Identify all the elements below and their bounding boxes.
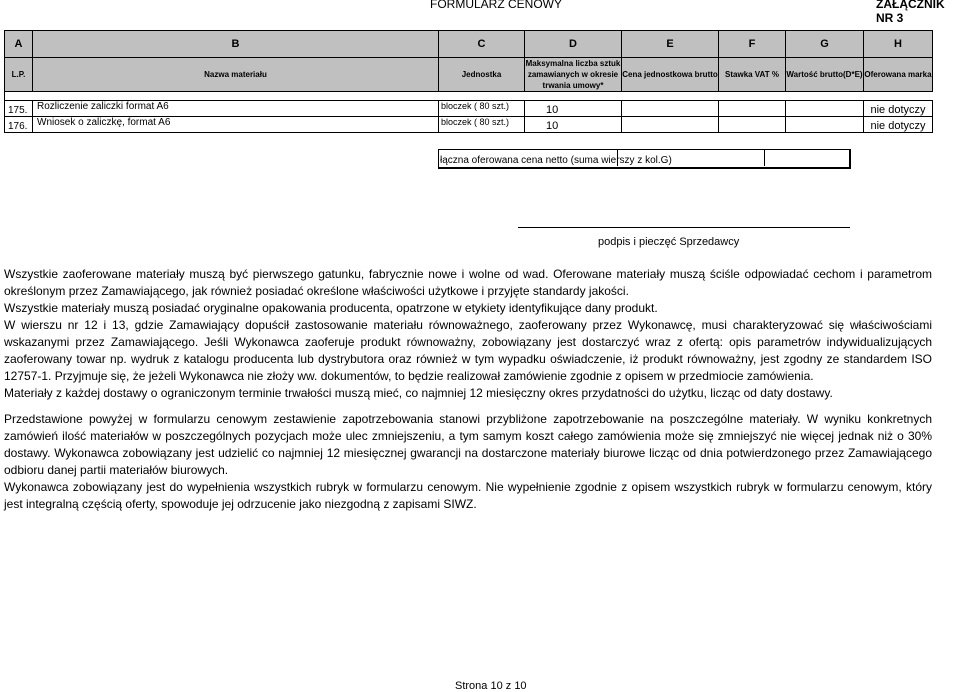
- unit-price-cell[interactable]: [622, 101, 719, 117]
- total-label: łączna oferowana cena netto (suma wierszy z kol.G): [440, 155, 672, 166]
- letter-g: G: [786, 31, 864, 58]
- header-max-quantity: Maksymalna liczba sztuk zamawianych w okresie trwania umowy*: [525, 59, 621, 90]
- header-brand: Oferowana marka: [864, 58, 933, 92]
- form-title: FORMULARZ CENOWY: [430, 0, 562, 11]
- signature-label: podpis i pieczęć Sprzedawcy: [598, 236, 740, 248]
- material-name: Wniosek o zaliczkę, format A6: [33, 117, 439, 133]
- header-unit: Jednostka: [439, 58, 525, 92]
- letter-d: D: [525, 31, 622, 58]
- vat-cell[interactable]: [719, 117, 786, 133]
- gross-value-cell[interactable]: [786, 117, 864, 133]
- header-lp: L.P.: [5, 58, 33, 92]
- note-paragraph: Wykonawca zobowiązany jest do wypełnienia wszystkich rubryk w formularzu cenowym. Nie wypełnienie zgodnie z opisem wszystkich rubryk w formularzu cenowym, który jest integralną częścią oferty, spowoduje jej odrzucenie jako niezgodną z zapisami SIWZ.: [4, 480, 932, 511]
- quantity-cell: 10: [525, 101, 622, 117]
- unit-cell: bloczek ( 80 szt.): [439, 101, 525, 117]
- letter-c: C: [439, 31, 525, 58]
- price-table: [4, 30, 933, 133]
- header-gross-value: Wartość brutto(D*E): [786, 58, 864, 92]
- letter-e: E: [622, 31, 719, 58]
- letter-f: F: [719, 31, 786, 58]
- brand-cell: nie dotyczy: [864, 101, 933, 117]
- column-headers-row: [5, 58, 933, 92]
- column-letters-row: [5, 31, 933, 58]
- quantity-cell: 10: [525, 117, 622, 133]
- unit-price-cell[interactable]: [622, 117, 719, 133]
- letter-h: H: [864, 31, 933, 58]
- header-vat-rate: Stawka VAT %: [719, 58, 786, 92]
- table-row: [5, 117, 933, 133]
- note-paragraph: Wszystkie materiały muszą posiadać oryginalne opakowania producenta, opatrzone w etykiety identyfikujące dany produkt.: [4, 301, 658, 315]
- material-name: Rozliczenie zaliczki format A6: [33, 101, 439, 117]
- note-paragraph: Materiały z każdej dostawy o ograniczonym terminie trwałości muszą mieć, co najmniej 12 miesięczny okres przydatności do użytku, licząc od daty dostawy.: [4, 386, 833, 400]
- letter-b: B: [33, 31, 439, 58]
- row-number: 175.: [5, 101, 33, 117]
- total-extra-cell: [764, 149, 849, 166]
- unit-cell: bloczek ( 80 szt.): [439, 117, 525, 133]
- vat-cell[interactable]: [719, 101, 786, 117]
- row-number: 176.: [5, 117, 33, 133]
- table-row: [5, 101, 933, 117]
- signature-line: [518, 227, 850, 228]
- letter-a: A: [5, 31, 33, 58]
- contract-notes: [4, 411, 932, 513]
- header-unit-price: Cena jednostkowa brutto: [622, 58, 719, 92]
- gross-value-cell[interactable]: [786, 101, 864, 117]
- brand-cell: nie dotyczy: [864, 117, 933, 133]
- header-material-name: Nazwa materiału: [33, 58, 439, 92]
- note-paragraph: Wszystkie zaoferowane materiały muszą być pierwszego gatunku, fabrycznie nowe i wolne od wad. Oferowane materiały muszą ściśle odpowiadać cechom i parametrom określonym przez Zamawiającego, jak również posiadać określone właściwości użytkowe i przyjęte standardy jakości.: [4, 267, 932, 298]
- spacer-row: [5, 92, 933, 101]
- annex-number: ZAŁĄCZNIK NR 3: [876, 0, 945, 25]
- note-paragraph: Przedstawione powyżej w formularzu cenowym zestawienie zapotrzebowania stanowi przybliżone zapotrzebowanie na poszczególne materiały. W wyniku konkretnych zamówień ilość materiałów w poszczególnych pozycjach może ulec zmniejszeniu, a tym samym koszt całego zamówienia może się zmniejszyć nie więcej jednak niż o 30% dostawy. Wykonawca zobowiązany jest udzielić co najmniej 12 miesięcznej gwarancji na dostarczone materiały biurowe licząc od dnia potwierdzonego przez Zamawiającego odbioru danej partii materiałów biurowych.: [4, 412, 932, 477]
- note-paragraph: W wierszu nr 12 i 13, gdzie Zamawiający dopuścił zastosowanie materiału równoważnego, zaoferowany przez Wykonawcę, musi charakteryzować się właściwościami wskazanymi przez Zamawiającego. Jeśli Wykonawca zaoferuje produkt równoważny, zobowiązany jest dostarczyć wraz z ofertą: opis parametrów indywidualizujących zaoferowany towar np. wydruk z katalogu producenta lub dystrybutora oraz również w tym wypadku oświadczenie, iż produkt równoważny, jest zgodny ze standardem ISO 12757-1. Przyjmuje się, że jeżeli Wykonawca nie złoży ww. dokumentów, to będzie realizował zamówienie zgodnie z opisem w przedmiocie zamówienia.: [4, 318, 932, 383]
- requirements-notes: [4, 266, 932, 402]
- page-number: Strona 10 z 10: [455, 680, 527, 692]
